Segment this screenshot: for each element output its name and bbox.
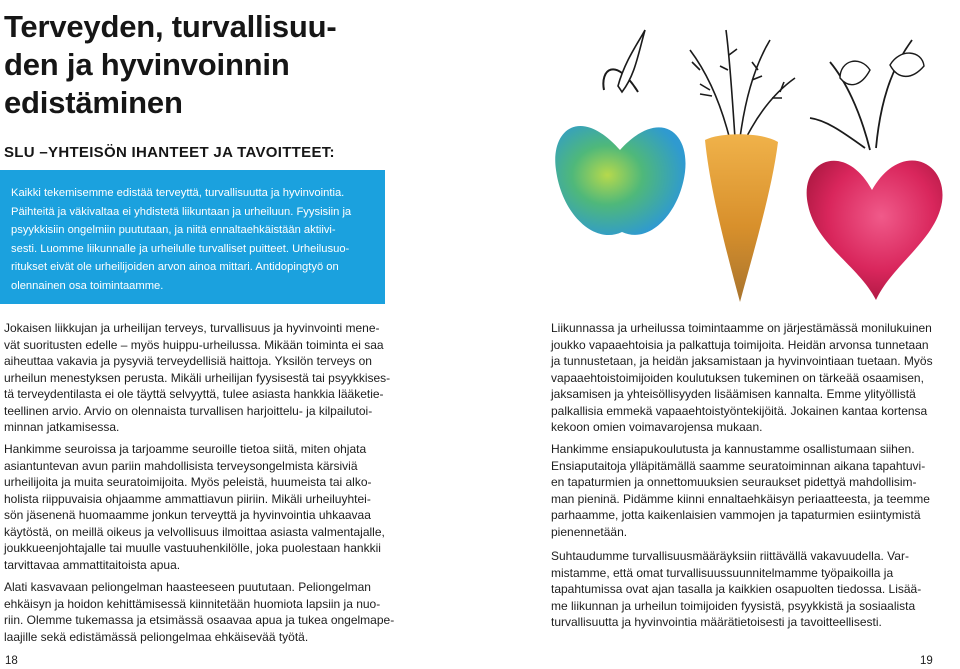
text-line: aiheuttaa vakavia ja pysyviä terveydellisiä haittoja. Yksilön terveys on: [4, 354, 372, 368]
carrot-icon: [690, 30, 795, 302]
paragraph: [551, 548, 941, 631]
box-line: olennainen osa toimintaamme.: [11, 279, 164, 292]
text-line: Suhtaudumme turvallisuusmääräyksiin riittävällä vakavuudella. Var-: [551, 549, 909, 563]
text-line: man pieninä. Pidämme kiinni ennaltaehkäisyn periaatteesta, ja teemme: [551, 491, 930, 506]
paragraph: [4, 441, 386, 573]
text-line: urheilun menestyksen perusta. Mikäli urheilijan fyysisestä tai psyykkises-: [4, 370, 391, 385]
paragraph: [551, 320, 941, 436]
text-line: vät suoritusten edelle – myös huippu-urheilussa. Mikään toiminta ei saa: [4, 337, 384, 352]
text-line: en tapaturmien ja onnettomuuksien seuraukset pidettyä mahdollisim-: [551, 475, 917, 489]
page-number-right: 19: [920, 655, 933, 667]
highlight-box: [0, 170, 385, 304]
apple-icon: [555, 30, 685, 235]
text-line: vapaaehtoistoimijoiden koulutuksen tukeminen on tärkeää osaamisen,: [551, 370, 924, 385]
text-line: Liikunnassa ja urheilussa toimintaamme on järjestämässä monilukuinen: [551, 321, 932, 335]
paragraph: [551, 441, 941, 540]
text-line: minnan jatkamisessa.: [4, 420, 120, 434]
paragraph: [4, 579, 395, 645]
text-line: tapahtumissa ovat ajan tasalla ja kaikkien osapuolten tiedossa. Lisää-: [551, 582, 922, 596]
text-line: urheilijoita ja muita seuratoimijoita. Myös peleistä, huumeista tai alko-: [4, 475, 372, 489]
page-title: [4, 8, 336, 122]
box-line: Kaikki tekemisemme edistää terveyttä, turvallisuutta ja hyvinvointia.: [11, 187, 345, 199]
right-column-paragraph-1: [551, 320, 941, 436]
text-line: me liikunnan ja urheilun toimijoiden fyysistä, psyykkistä ja sosiaalista: [551, 598, 916, 613]
text-line: turvallisuutta ja hyvinvointia määrätietoisesti ja tavoitteellisesti.: [551, 615, 882, 629]
text-line: holista riippuvaisia ohjaamme ammattiavun piiriin. Mikäli urheiluyhtei-: [4, 491, 371, 506]
text-line: ja tunnustetaan, ja heidän jaksamistaan ja hyvinvointiaan tuetaan. Myös: [551, 354, 933, 368]
vegetable-illustration: [540, 0, 960, 318]
text-line: Hankimme seuroissa ja tarjoamme seuroille tietoa siitä, miten ohjata: [4, 442, 367, 456]
title-line: edistäminen: [4, 85, 183, 120]
text-line: riin. Olemme tukemassa ja etsimässä osaavaa apua ja tukea ongelmape-: [4, 613, 395, 627]
section-subtitle: SLU –YHTEISÖN IHANTEET JA TAVOITTEET:: [4, 144, 335, 161]
box-line: psyykkisiin ongelmiin puututaan, ja niitä ennaltaehkäistään aktiivi-: [11, 224, 336, 237]
text-line: laajille sekä edistämässä peliongelmaa ehkäisevää työtä.: [4, 629, 309, 644]
beet-icon: [807, 40, 943, 300]
title-line: Terveyden, turvallisuu-: [4, 9, 337, 44]
text-line: mistamme, että omat turvallisuussuunnitelmamme työpaikoilla ja: [551, 565, 894, 580]
text-line: parhaamme, jotta kaikenlaisien vammojen ja tapaturmien esiintymistä: [551, 508, 921, 522]
text-line: ehkäisyn ja hoidon kehittämisessä kiinnitetään huomiota lapsiin ja nuo-: [4, 596, 381, 611]
left-column-paragraph-2: [4, 441, 386, 573]
text-line: Ensiaputaitoja ylläpitämällä saamme seuratoiminnan aikana tapahtuvi-: [551, 458, 926, 473]
text-line: asiantuntevan avun pariin mahdollisista terveysongelmista kärsiviä: [4, 458, 358, 473]
text-line: tarvittavaa ammattitaitoista apua.: [4, 557, 181, 572]
page-number-left: 18: [5, 655, 18, 667]
text-line: joukko vapaaehtoisia ja palkattuja toimijoita. Heidän arvonsa tunnetaan: [551, 337, 929, 352]
box-line: ritukset eivät ole urheilijoiden arvon ainoa mittari. Antidopingtyö on: [11, 261, 339, 274]
left-column-paragraph-1: [4, 320, 391, 436]
right-column-paragraph-2: [551, 441, 941, 540]
text-line: käytöstä, on meillä oikeus ja velvollisuus ilmoittaa asiasta valmentajalle,: [4, 524, 385, 539]
paragraph: [4, 320, 391, 436]
text-line: teellinen arvio. Arvio on olennaista turvallisen harjoittelu- ja kilpailutoi-: [4, 403, 373, 418]
text-line: Hankimme ensiapukoulutusta ja kannustamme osallistumaan siihen.: [551, 442, 915, 456]
text-line: jaksamisen ja yhteisöllisyyden lisäämisen kannalta. Emme ylityöllistä: [551, 387, 916, 401]
left-column-paragraph-3: [4, 579, 395, 645]
title-line: den ja hyvinvoinnin: [4, 47, 290, 82]
text-line: sön jäsenenä huomaamme jonkun terveyttä ja hyvinvointia uhkaavaa: [4, 508, 371, 522]
text-line: palkallisia emmekä vapaaehtoistyöntekijöitä. Jokainen kantaa kortensa: [551, 403, 928, 418]
box-line: Päihteitä ja väkivaltaa ei yhdistetä liikuntaan ja urheiluun. Fyysisiin ja: [11, 205, 352, 218]
text-line: kekoon omien voimavarojensa mukaan.: [551, 420, 763, 434]
text-line: Jokaisen liikkujan ja urheilijan terveys, turvallisuus ja hyvinvointi mene-: [4, 321, 380, 335]
text-line: pienennetään.: [551, 524, 628, 539]
text-line: Alati kasvavaan peliongelman haasteeseen puututaan. Peliongelman: [4, 580, 371, 594]
text-line: joukkueenjohtajalle tai muulle vastuuhenkilölle, joka puolestaan hankkii: [4, 541, 381, 555]
right-column-paragraph-3: [551, 548, 941, 631]
text-line: tä terveydentilasta ei ole täyttä selvyyttä, tulee asiasta hankkia lääketie-: [4, 387, 384, 401]
box-line: sesti. Luomme liikunnalle ja urheilulle turvalliset puitteet. Urheilusuo-: [11, 242, 350, 255]
